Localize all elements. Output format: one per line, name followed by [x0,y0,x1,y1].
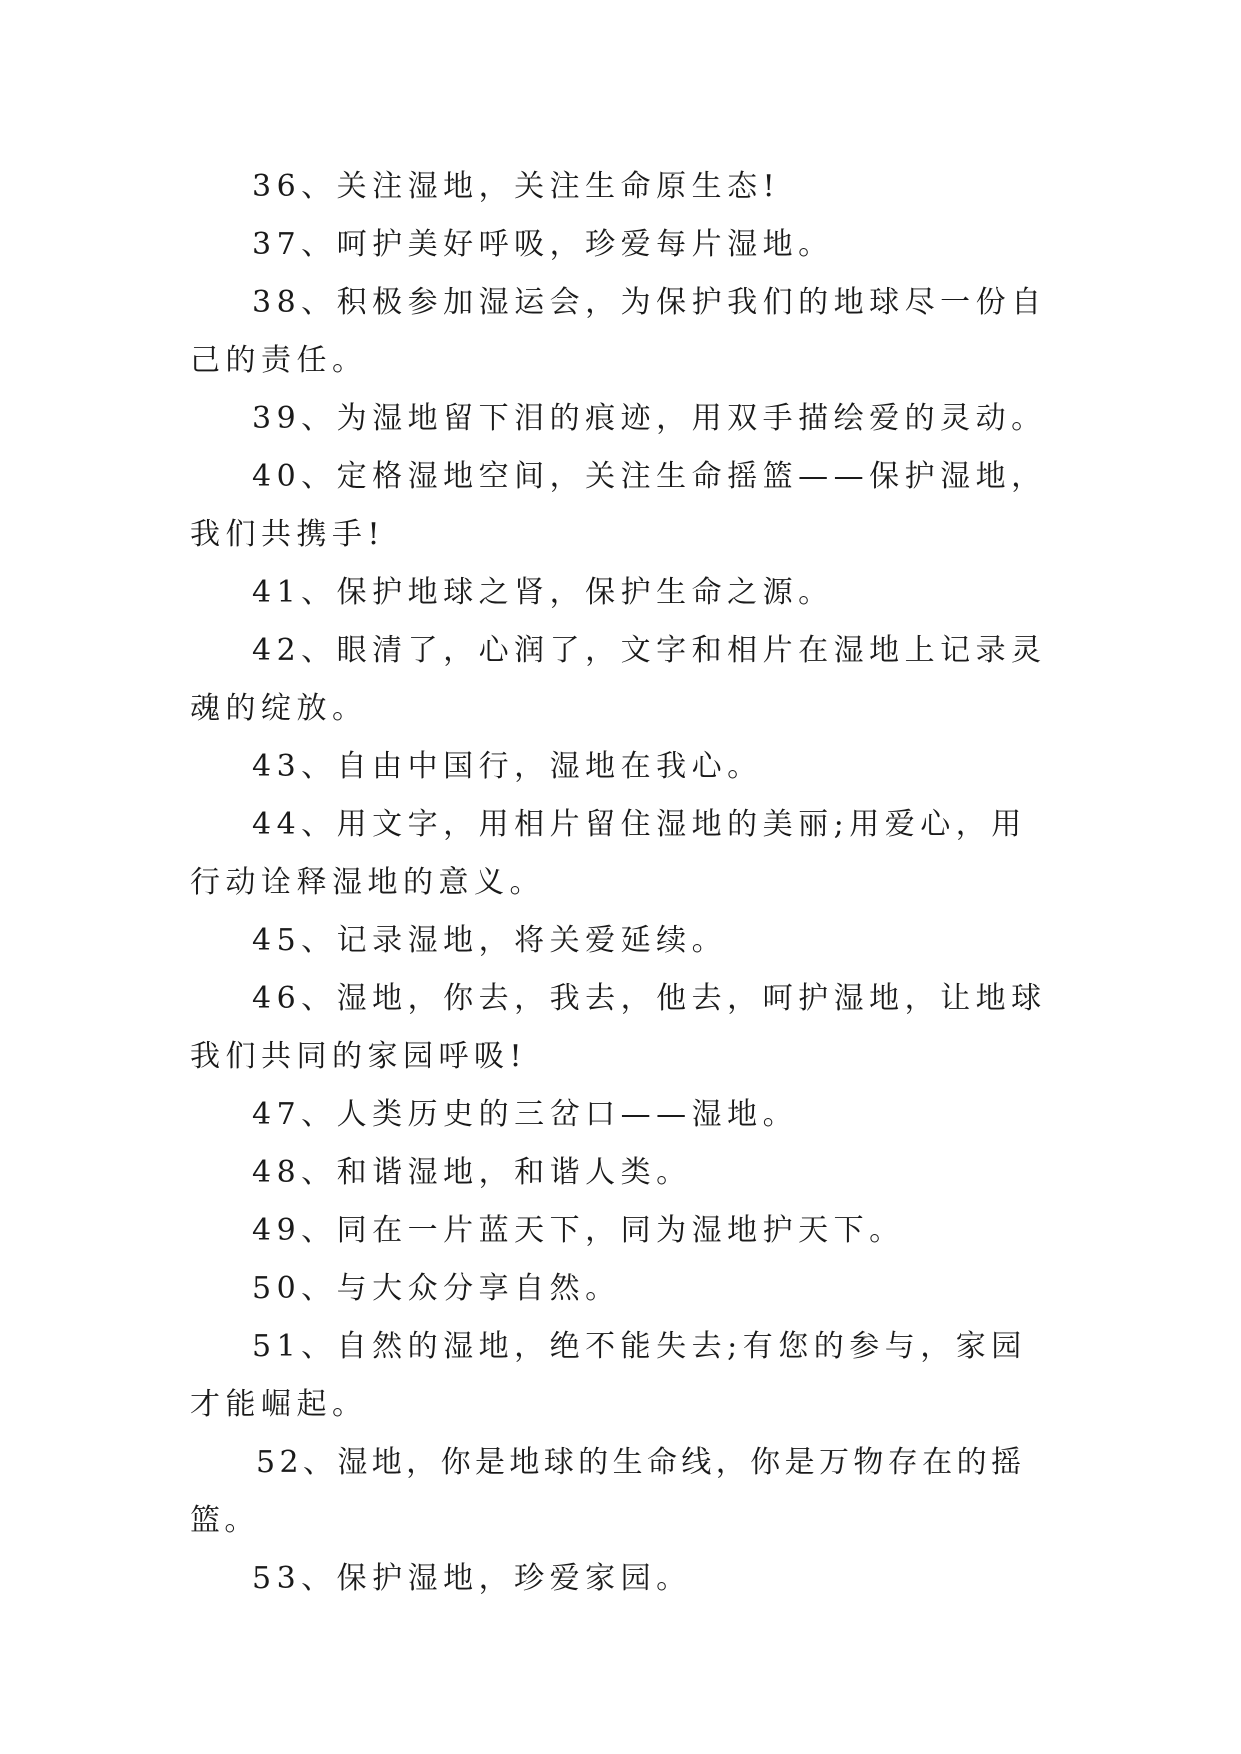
slogan-38: 38、积极参加湿运会，为保护我们的地球尽一份自己的责任。 [190,285,1047,378]
slogan-51: 51、自然的湿地，绝不能失去;有您的参与，家园才能崛起。 [190,1329,1027,1422]
slogan-46: 46、湿地，你去，我去，他去，呵护湿地，让地球我们共同的家园呼吸! [190,981,1047,1074]
slogan-49: 49、同在一片蓝天下，同为湿地护天下。 [252,1213,905,1248]
slogan-37: 37、呵护美好呼吸，珍爱每片湿地。 [252,227,834,262]
slogan-45: 45、记录湿地，将关爱延续。 [252,923,728,958]
slogan-43: 43、自由中国行，湿地在我心。 [252,749,763,784]
slogan-48: 48、和谐湿地，和谐人类。 [252,1155,692,1190]
slogan-52: 52、湿地，你是地球的生命线，你是万物存在的摇篮。 [190,1445,1026,1538]
slogan-42: 42、眼清了，心润了，文字和相片在湿地上记录灵魂的绽放。 [190,633,1047,726]
document-body [190,158,1054,1608]
slogan-47: 47、人类历史的三岔口——湿地。 [252,1097,799,1132]
slogan-53: 53、保护湿地，珍爱家园。 [252,1561,692,1596]
slogan-40: 40、定格湿地空间，关注生命摇篮——保护湿地，我们共携手! [190,459,1047,552]
slogan-39: 39、为湿地留下泪的痕迹，用双手描绘爱的灵动。 [252,401,1047,436]
slogan-44: 44、用文字，用相片留住湿地的美丽;用爱心，用行动诠释湿地的意义。 [190,807,1027,900]
slogan-36: 36、关注湿地，关注生命原生态! [252,169,781,204]
slogan-50: 50、与大众分享自然。 [252,1271,621,1306]
slogan-41: 41、保护地球之肾，保护生命之源。 [252,575,834,610]
